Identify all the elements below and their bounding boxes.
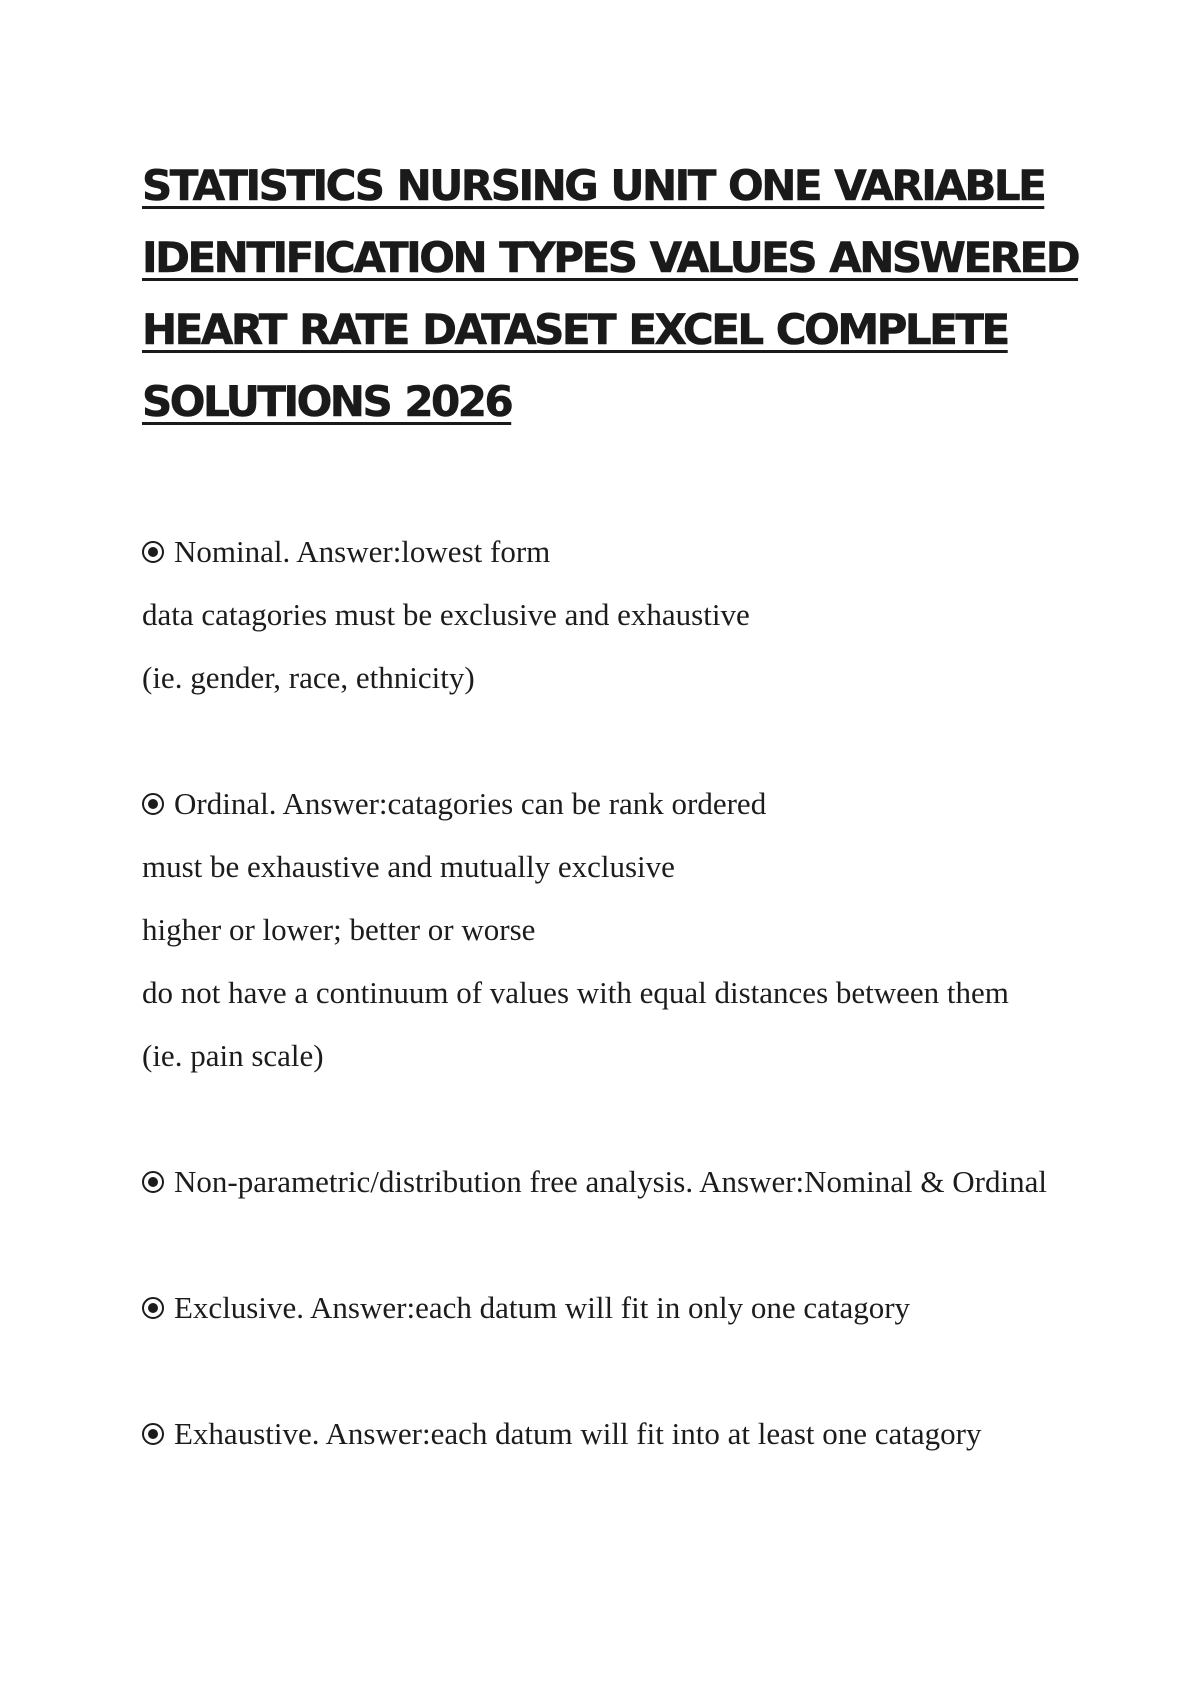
entry-detail-line: (ie. pain scale): [142, 1038, 324, 1073]
entry-term-answer: Exclusive. Answer:each datum will fit in only one catagory: [174, 1290, 911, 1325]
radio-bullet-icon: [142, 1423, 164, 1445]
title-line: HEART RATE DATASET EXCEL COMPLETE: [142, 305, 1008, 354]
entry-heading-line: [142, 1402, 1142, 1465]
qa-entry-nominal: [142, 520, 1142, 709]
qa-entry-exhaustive: [142, 1402, 1142, 1465]
entry-term-answer: Nominal. Answer:lowest form: [174, 534, 551, 569]
entry-term-answer: Ordinal. Answer:catagories can be rank ordered: [174, 786, 767, 821]
qa-entry-non-parametric: [142, 1150, 1142, 1213]
entry-heading-line: [142, 772, 1142, 835]
title-line: IDENTIFICATION TYPES VALUES ANSWERED: [142, 233, 1079, 282]
qa-entry-ordinal: [142, 772, 1142, 1087]
qa-entry-exclusive: [142, 1276, 1142, 1339]
entry-detail-line: (ie. gender, race, ethnicity): [142, 660, 475, 695]
title-line: STATISTICS NURSING UNIT ONE VARIABLE: [142, 161, 1045, 210]
entry-term-answer: Non-parametric/distribution free analysis. Answer:Nominal & Ordinal: [174, 1164, 1047, 1199]
entry-detail-line: do not have a continuum of values with equal distances between them: [142, 975, 1009, 1010]
radio-bullet-icon: [142, 541, 164, 563]
entry-detail-line: must be exhaustive and mutually exclusive: [142, 849, 675, 884]
entry-detail-line: data catagories must be exclusive and exhaustive: [142, 597, 750, 632]
entry-heading-line: [142, 520, 1142, 583]
radio-bullet-icon: [142, 1171, 164, 1193]
entry-detail-line: higher or lower; better or worse: [142, 912, 536, 947]
entry-heading-line: [142, 1150, 1142, 1213]
entry-heading-line: [142, 1276, 1142, 1339]
qa-entries: [142, 520, 1142, 1528]
entry-term-answer: Exhaustive. Answer:each datum will fit into at least one catagory: [174, 1416, 982, 1451]
document-title: [142, 150, 1092, 438]
radio-bullet-icon: [142, 793, 164, 815]
title-line: SOLUTIONS 2026: [142, 377, 512, 426]
radio-bullet-icon: [142, 1297, 164, 1319]
